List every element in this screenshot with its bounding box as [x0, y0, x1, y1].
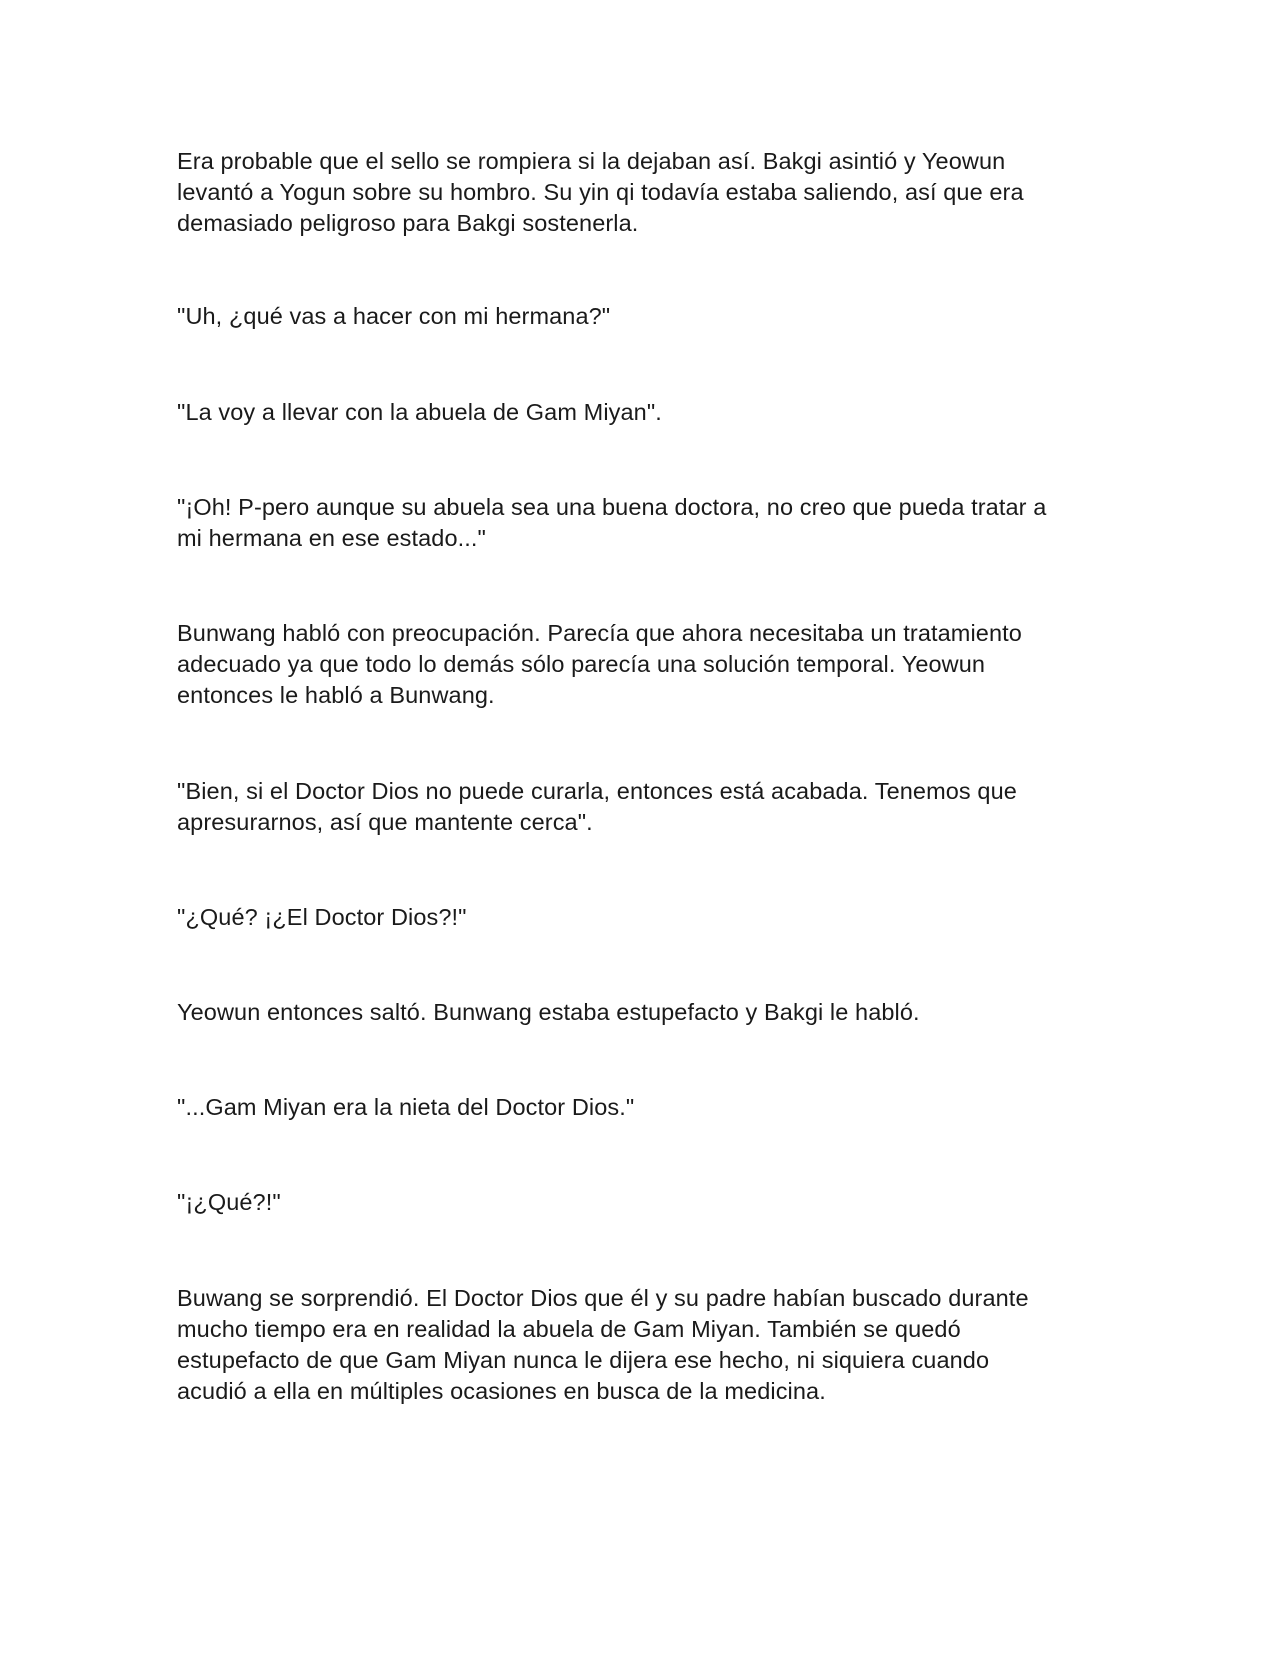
text-line: "La voy a llevar con la abuela de Gam Miyan".	[177, 399, 662, 425]
paragraph-4	[177, 492, 1107, 554]
text-line: "Uh, ¿qué vas a hacer con mi hermana?"	[177, 303, 611, 329]
text-line: demasiado peligroso para Bakgi sostenerla.	[177, 210, 639, 236]
text-line: "...Gam Miyan era la nieta del Doctor Dios."	[177, 1094, 635, 1120]
text-line: apresurarnos, así que mantente cerca".	[177, 809, 593, 835]
text-line: adecuado ya que todo lo demás sólo parecía una solución temporal. Yeowun	[177, 651, 986, 677]
paragraph-10	[177, 1187, 1107, 1218]
paragraph-2	[177, 301, 1107, 332]
text-line: "¡¿Qué?!"	[177, 1189, 281, 1215]
text-line: Yeowun entonces saltó. Bunwang estaba estupefacto y Bakgi le habló.	[177, 999, 920, 1025]
paragraph-5	[177, 618, 1107, 711]
paragraph-3	[177, 397, 1107, 428]
text-line: "¡Oh! P-pero aunque su abuela sea una buena doctora, no creo que pueda tratar a	[177, 494, 1047, 520]
text-line: Buwang se sorprendió. El Doctor Dios que él y su padre habían buscado durante	[177, 1285, 1029, 1311]
text-line: levantó a Yogun sobre su hombro. Su yin qi todavía estaba saliendo, así que era	[177, 179, 1024, 205]
text-line: mi hermana en ese estado..."	[177, 525, 486, 551]
paragraph-9	[177, 1092, 1107, 1123]
text-line: acudió a ella en múltiples ocasiones en busca de la medicina.	[177, 1378, 826, 1404]
text-line: mucho tiempo era en realidad la abuela de Gam Miyan. También se quedó	[177, 1316, 961, 1342]
paragraph-8	[177, 997, 1107, 1028]
paragraph-6	[177, 776, 1107, 838]
text-line: "Bien, si el Doctor Dios no puede curarla, entonces está acabada. Tenemos que	[177, 778, 1017, 804]
text-line: Era probable que el sello se rompiera si la dejaban así. Bakgi asintió y Yeowun	[177, 148, 1006, 174]
text-line: "¿Qué? ¡¿El Doctor Dios?!"	[177, 904, 467, 930]
paragraph-7	[177, 902, 1107, 933]
text-line: estupefacto de que Gam Miyan nunca le dijera ese hecho, ni siquiera cuando	[177, 1347, 990, 1373]
text-line: Bunwang habló con preocupación. Parecía que ahora necesitaba un tratamiento	[177, 620, 1022, 646]
paragraph-1	[177, 146, 1107, 239]
paragraph-11	[177, 1283, 1107, 1407]
text-line: entonces le habló a Bunwang.	[177, 682, 495, 708]
